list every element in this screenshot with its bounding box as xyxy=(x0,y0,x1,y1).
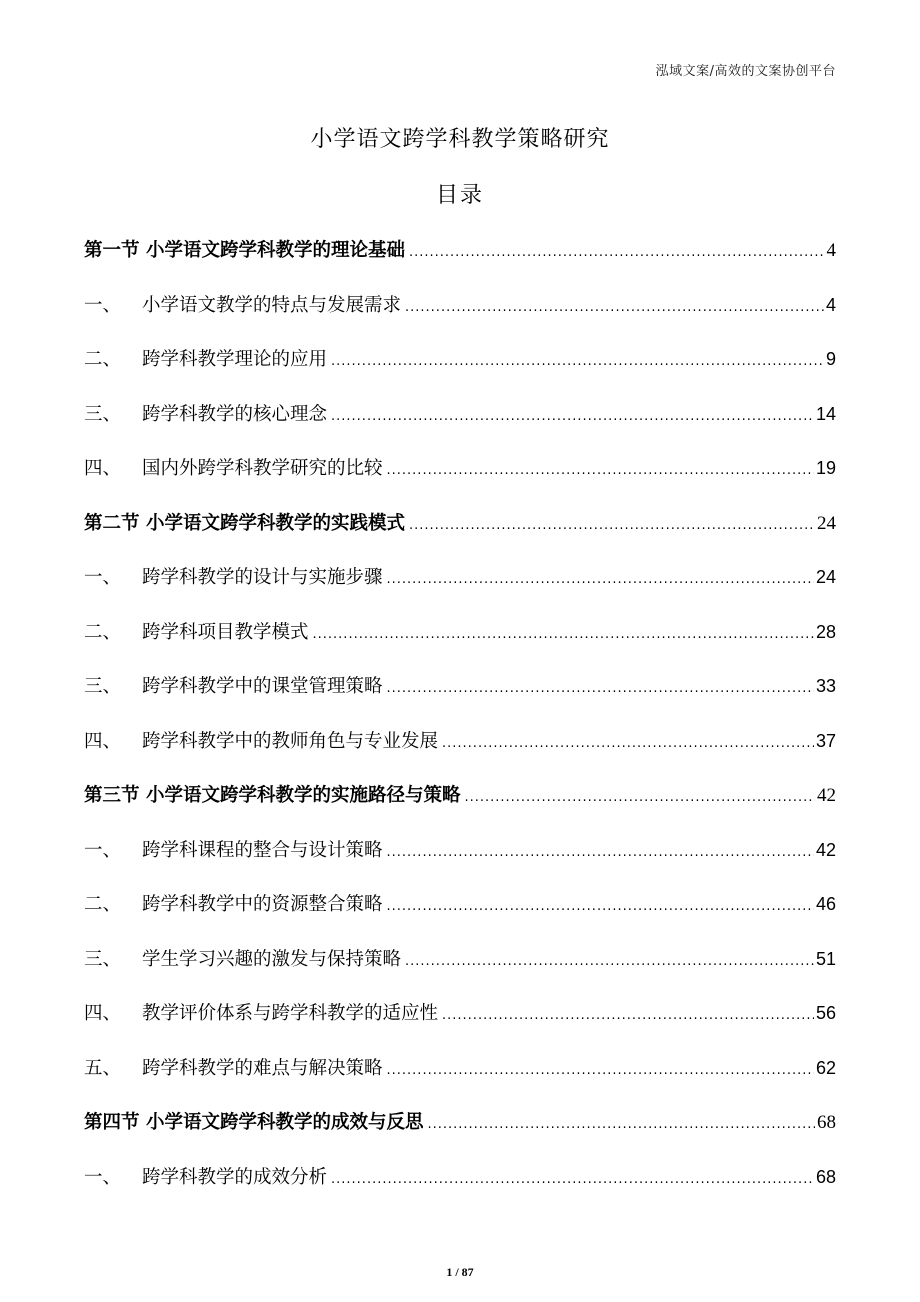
toc-entry-page-number: 68 xyxy=(817,1112,836,1133)
toc-dot-leader xyxy=(405,955,814,968)
toc-item-entry[interactable] xyxy=(84,999,836,1054)
toc-entry-number: 四、 xyxy=(84,458,122,479)
toc-entry-page-number: 51 xyxy=(815,948,836,969)
toc-entry-page-number: 9 xyxy=(825,349,836,369)
toc-dot-leader xyxy=(331,410,814,423)
toc-entry-number: 一、 xyxy=(84,567,122,588)
document-title: 小学语文跨学科教学策略研究 xyxy=(310,127,610,152)
toc-dot-leader xyxy=(387,900,814,913)
toc-entry-page-number: 42 xyxy=(817,785,836,806)
toc-dot-leader xyxy=(464,791,815,804)
toc-entry-number: 二、 xyxy=(84,349,122,370)
toc-entry-label: 跨学科教学理论的应用 xyxy=(142,349,328,370)
toc-item-entry[interactable] xyxy=(84,291,836,346)
toc-entry-page-number: 28 xyxy=(815,621,836,642)
toc-section-entry[interactable] xyxy=(84,1108,836,1163)
toc-item-entry[interactable] xyxy=(84,672,836,727)
toc-entry-label: 跨学科教学中的教师角色与专业发展 xyxy=(142,730,439,752)
toc-entry-label: 跨学科项目教学模式 xyxy=(142,621,309,643)
toc-dot-leader xyxy=(442,737,814,750)
toc-item-entry[interactable] xyxy=(84,1054,836,1109)
toc-dot-leader xyxy=(387,1064,814,1077)
toc-item-entry[interactable] xyxy=(84,836,836,891)
toc-entry-number: 四、 xyxy=(84,1003,122,1024)
toc-entry-number: 一、 xyxy=(84,294,122,316)
toc-dot-leader xyxy=(409,246,825,259)
toc-entry-label: 教学评价体系与跨学科教学的适应性 xyxy=(142,1003,439,1024)
toc-entry-number: 四、 xyxy=(84,730,122,752)
toc-entry-number: 三、 xyxy=(84,403,122,425)
toc-item-entry[interactable] xyxy=(84,1163,836,1218)
toc-entry-number: 三、 xyxy=(84,948,122,970)
toc-item-entry[interactable] xyxy=(84,727,836,782)
toc-dot-leader xyxy=(331,355,824,368)
toc-dot-leader xyxy=(409,519,815,532)
toc-section-entry[interactable] xyxy=(84,509,836,564)
toc-dot-leader xyxy=(387,464,814,477)
toc-item-entry[interactable] xyxy=(84,345,836,400)
toc-entry-number: 五、 xyxy=(84,1057,122,1079)
toc-heading: 目录 xyxy=(435,183,484,208)
toc-entry-label: 学生学习兴趣的激发与保持策略 xyxy=(142,948,402,970)
page-indicator: 1 / 87 xyxy=(446,1265,474,1279)
toc-entry-label: 跨学科教学的设计与实施步骤 xyxy=(142,567,383,588)
toc-entry-page-number: 4 xyxy=(826,240,836,261)
toc-item-entry[interactable] xyxy=(84,454,836,509)
toc-entry-page-number: 68 xyxy=(815,1166,836,1187)
toc-entry-number: 一、 xyxy=(84,1166,122,1188)
toc-entry-page-number: 24 xyxy=(817,512,836,534)
toc-entry-page-number: 42 xyxy=(815,839,836,860)
toc-entry-label: 跨学科教学的成效分析 xyxy=(142,1166,328,1188)
toc-entry-label: 跨学科教学的核心理念 xyxy=(142,403,328,425)
toc-dot-leader xyxy=(387,846,814,859)
toc-dot-leader xyxy=(387,573,814,586)
table-of-contents xyxy=(84,236,836,1217)
toc-item-entry[interactable] xyxy=(84,400,836,455)
toc-entry-page-number: 33 xyxy=(815,676,836,696)
toc-entry-number: 三、 xyxy=(84,676,122,697)
toc-entry-label: 国内外跨学科教学研究的比较 xyxy=(142,458,383,479)
toc-item-entry[interactable] xyxy=(84,890,836,945)
toc-entry-page-number: 4 xyxy=(825,294,836,315)
header-brand-text: 泓域文案/高效的文案协创平台 xyxy=(655,64,836,79)
toc-entry-label: 第二节 小学语文跨学科教学的实践模式 xyxy=(84,512,405,534)
toc-entry-page-number: 14 xyxy=(815,403,836,424)
toc-dot-leader xyxy=(442,1009,814,1022)
toc-item-entry[interactable] xyxy=(84,618,836,673)
toc-entry-page-number: 56 xyxy=(815,1003,836,1023)
toc-entry-label: 跨学科教学中的课堂管理策略 xyxy=(142,676,383,697)
toc-dot-leader xyxy=(387,682,814,695)
toc-entry-label: 第三节 小学语文跨学科教学的实施路径与策略 xyxy=(84,785,461,806)
toc-dot-leader xyxy=(313,628,814,641)
toc-entry-number: 二、 xyxy=(84,621,122,643)
toc-section-entry[interactable] xyxy=(84,781,836,836)
toc-entry-page-number: 37 xyxy=(815,730,836,751)
toc-item-entry[interactable] xyxy=(84,945,836,1000)
toc-entry-label: 跨学科课程的整合与设计策略 xyxy=(142,839,383,861)
toc-entry-page-number: 46 xyxy=(815,894,836,914)
toc-entry-page-number: 19 xyxy=(815,458,836,478)
toc-entry-page-number: 62 xyxy=(815,1057,836,1078)
toc-entry-label: 小学语文教学的特点与发展需求 xyxy=(142,294,402,316)
toc-entry-number: 一、 xyxy=(84,839,122,861)
toc-entry-label: 跨学科教学的难点与解决策略 xyxy=(142,1057,383,1079)
toc-entry-number: 二、 xyxy=(84,894,122,915)
toc-entry-label: 第四节 小学语文跨学科教学的成效与反思 xyxy=(84,1112,424,1133)
toc-dot-leader xyxy=(331,1173,814,1186)
toc-section-entry[interactable] xyxy=(84,236,836,291)
toc-entry-page-number: 24 xyxy=(815,567,836,587)
toc-entry-label: 第一节 小学语文跨学科教学的理论基础 xyxy=(84,240,405,261)
toc-entry-label: 跨学科教学中的资源整合策略 xyxy=(142,894,383,915)
toc-item-entry[interactable] xyxy=(84,563,836,618)
toc-dot-leader xyxy=(405,301,824,314)
toc-dot-leader xyxy=(427,1118,815,1131)
